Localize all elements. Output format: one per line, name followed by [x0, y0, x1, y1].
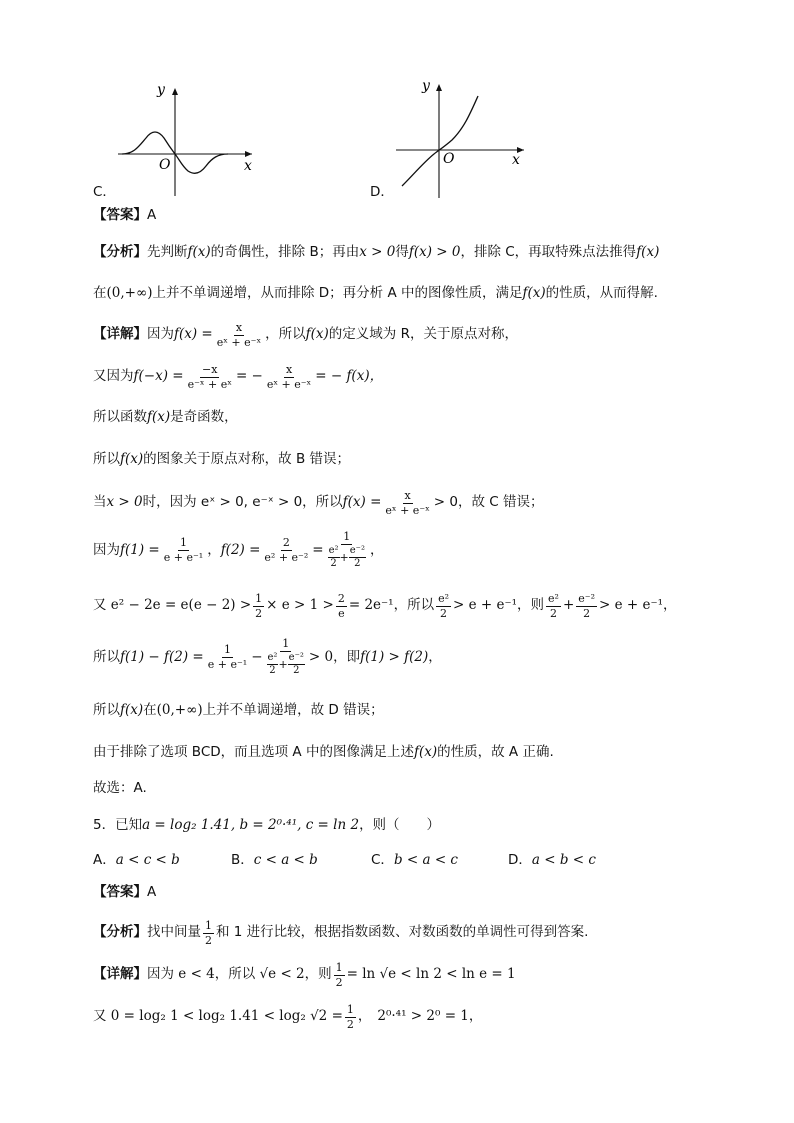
math: = − f(x)，	[315, 368, 384, 385]
text: 找中间量	[147, 924, 201, 941]
option-label: D．	[508, 852, 532, 868]
graph-d	[394, 74, 534, 202]
text: 又因为	[93, 368, 134, 385]
fraction	[262, 537, 310, 563]
q5-option-d[interactable]	[508, 854, 596, 868]
text: 和 1 进行比较，根据指数函数、对数函数的单调性可得到答案.	[216, 924, 589, 941]
text: 的性质，故 A 正确.	[437, 744, 554, 760]
denominator: e⁻ˣ + eˣ	[187, 377, 232, 391]
denominator: 2	[255, 606, 263, 620]
math: f(x)	[413, 744, 438, 760]
math: a = log₂ 1.41, b = 2⁰·⁴¹, c = ln 2	[142, 817, 360, 833]
text: 的性质，从而得解.	[545, 285, 658, 301]
math: f(1) =	[120, 541, 160, 558]
denominator	[265, 652, 307, 677]
q5-detail-line-2	[93, 1004, 482, 1030]
option-text: a < b < c	[531, 852, 596, 868]
math: f(x) > 0	[408, 244, 461, 260]
graph-d-svg	[394, 74, 534, 202]
q4-analysis-line-2	[93, 287, 658, 301]
q5-stem	[93, 819, 440, 833]
math: f(x) =	[342, 494, 382, 511]
text: ，	[428, 648, 442, 665]
y-axis-arrow	[436, 84, 442, 91]
q4-detail-line-6	[93, 531, 383, 570]
math: > e + e⁻¹，	[598, 597, 677, 614]
math: (0,+∞)	[106, 285, 153, 301]
denominator: eˣ + e⁻ˣ	[385, 503, 430, 517]
numerator: e⁻²	[349, 546, 366, 559]
q4-detail-line-4	[93, 453, 350, 467]
math: (0,+∞)	[156, 702, 203, 718]
fraction	[203, 920, 214, 946]
denominator: e	[338, 606, 345, 620]
fraction	[576, 593, 597, 619]
text: ，	[369, 541, 384, 558]
text: 所以函数	[93, 409, 147, 425]
option-text: b < a < c	[393, 852, 458, 868]
math: f(1) > f(2)	[360, 648, 429, 665]
text: 的奇偶性，排除 B；再由	[210, 244, 360, 260]
math: f(x)	[636, 244, 660, 260]
q4-analysis-line-1	[93, 246, 659, 260]
math: 因为 e < 4，所以 √e < 2，则	[147, 966, 332, 983]
q5-option-b[interactable]	[231, 854, 318, 868]
option-text: a < c < b	[115, 852, 180, 868]
text: 时，因为 eˣ > 0, e⁻ˣ > 0，所以	[142, 494, 343, 511]
text: 所以	[93, 648, 120, 665]
y-axis-label: y	[422, 78, 430, 94]
fraction	[162, 537, 205, 563]
function-curve	[402, 96, 478, 186]
math: x > 0	[106, 494, 143, 511]
denominator: 2	[440, 606, 448, 620]
fraction	[265, 364, 313, 390]
q4-detail-line-2	[93, 364, 383, 390]
option-text: c < a < b	[253, 852, 318, 868]
math: f(1) − f(2) =	[120, 648, 204, 665]
numerator: x	[235, 321, 243, 334]
text: 因为	[93, 541, 120, 558]
denominator: e + e⁻¹	[207, 657, 248, 671]
fraction	[336, 593, 347, 619]
fraction	[186, 364, 234, 390]
numerator: e²	[328, 546, 340, 559]
math: > 0	[308, 648, 334, 665]
math: f(−x) =	[133, 368, 184, 385]
denominator: 2	[346, 1017, 354, 1031]
fraction	[345, 1004, 356, 1030]
numerator: x	[404, 489, 411, 502]
math: f(x)	[305, 326, 329, 343]
answer-tag: 【答案】	[93, 207, 147, 223]
numerator: 1	[335, 961, 343, 974]
fraction	[349, 546, 366, 570]
numerator: e²	[438, 592, 449, 605]
answer-value: A	[147, 884, 157, 900]
text: 当	[93, 494, 107, 511]
text: 的定义域为 R，关于原点对称，	[328, 326, 518, 343]
q5-analysis-line	[93, 920, 588, 946]
text: ，	[207, 541, 221, 558]
q5-option-a[interactable]	[93, 854, 180, 868]
origin-label: O	[159, 157, 171, 173]
q4-detail-line-7	[93, 593, 677, 619]
denominator: 2	[205, 933, 212, 947]
numerator: x	[285, 363, 293, 376]
text: ，所以	[265, 326, 306, 343]
text: 先判断	[147, 244, 188, 260]
numerator: 1	[346, 1003, 354, 1016]
denominator: 2	[335, 975, 343, 989]
text: ，排除 C，再取特殊点法推得	[460, 244, 637, 260]
text: ，	[357, 1008, 372, 1025]
analysis-tag: 【分析】	[93, 924, 147, 941]
option-label: B．	[231, 852, 254, 868]
text: ，即	[333, 648, 361, 665]
denominator: e² + e⁻²	[264, 550, 309, 564]
math: = −	[235, 368, 263, 385]
denominator: eˣ + e⁻ˣ	[266, 377, 312, 391]
denominator: 2	[583, 606, 591, 620]
math: =	[312, 541, 324, 558]
math: 又 0 = log₂ 1 < log₂ 1.41 < log₂ √2 =	[93, 1008, 343, 1025]
math: f(x)	[147, 409, 171, 425]
compound-fraction	[265, 638, 307, 677]
option-c-label: C．	[93, 184, 116, 200]
numerator: e⁻²	[288, 653, 305, 666]
option-label: A．	[93, 852, 116, 868]
denominator: 2	[269, 665, 276, 677]
fraction	[436, 593, 451, 619]
minus: −	[251, 648, 263, 665]
q4-detail-line-3	[93, 411, 238, 425]
detail-tag: 【详解】	[93, 966, 147, 983]
text: 得	[395, 244, 409, 260]
option-d-label: D．	[370, 184, 394, 200]
numerator: e²	[548, 592, 559, 605]
numerator: 2	[337, 592, 345, 605]
math: f(x) =	[174, 326, 213, 343]
q4-choose: 故选：A.	[93, 780, 147, 796]
text: > 0，故 C 错误；	[433, 494, 544, 511]
math: > e + e⁻¹，则	[453, 597, 545, 614]
plus: +	[278, 657, 288, 671]
denominator	[326, 545, 368, 570]
q5-option-c[interactable]	[371, 854, 458, 868]
text: 所以	[93, 702, 120, 718]
numerator: 1	[205, 919, 212, 932]
q4-detail-line-1	[93, 322, 518, 348]
numerator: 1	[282, 637, 290, 650]
fraction	[206, 644, 249, 670]
denominator: 2	[549, 606, 557, 620]
analysis-tag: 【分析】	[93, 244, 147, 260]
x-axis-arrow	[245, 151, 252, 157]
text: 上并不单调递增，从而排除 D；再分析 A 中的图像性质，满足	[152, 285, 523, 301]
denominator: eˣ + e⁻ˣ	[216, 335, 262, 349]
fraction	[267, 653, 279, 677]
q4-detail-line-8	[93, 638, 442, 677]
math: = 2e⁻¹，所以	[348, 597, 435, 614]
math: × e > 1 >	[266, 597, 334, 614]
math: f(x)	[187, 244, 211, 260]
text: 的图象关于原点对称，故 B 错误；	[143, 451, 350, 467]
fraction	[215, 322, 263, 348]
origin-label: O	[443, 151, 455, 167]
math: = ln √e < ln 2 < ln e = 1	[346, 966, 516, 983]
numerator: 1	[255, 592, 263, 605]
text: 是奇函数，	[170, 409, 238, 425]
text: 在	[143, 702, 157, 718]
math: 2⁰·⁴¹ > 2⁰ = 1，	[377, 1008, 483, 1025]
q4-answer-line	[93, 209, 156, 223]
denominator: 2	[330, 558, 337, 570]
denominator: 2	[354, 558, 361, 570]
q5-answer-line	[93, 886, 156, 900]
numerator: 1	[223, 643, 231, 657]
fraction	[546, 593, 561, 619]
answer-value: A	[147, 207, 157, 223]
y-axis-arrow	[172, 88, 178, 95]
numerator: 1	[343, 530, 351, 543]
denominator: 2	[293, 665, 300, 677]
math: f(x)	[120, 702, 144, 718]
question-number: 5．已知	[93, 817, 143, 833]
graph-c	[94, 84, 264, 202]
math: f(x)	[522, 285, 546, 301]
numerator: 1	[179, 536, 187, 550]
answer-tag: 【答案】	[93, 884, 147, 900]
fraction	[334, 962, 345, 988]
fraction	[328, 546, 340, 570]
q4-detail-line-9	[93, 704, 384, 718]
plus: +	[339, 550, 349, 564]
text: 因为	[147, 326, 174, 343]
text: 在	[93, 285, 107, 301]
detail-tag: 【详解】	[93, 326, 147, 343]
fraction	[253, 593, 264, 619]
numerator: −x	[202, 363, 218, 376]
plus: +	[562, 597, 575, 614]
numerator: e⁻²	[578, 592, 595, 605]
graph-c-svg	[94, 84, 264, 202]
x-axis-label: x	[512, 152, 520, 168]
option-label: C．	[371, 852, 394, 868]
text: ，则（ ）	[359, 817, 441, 833]
text: 由于排除了选项 BCD，而且选项 A 中的图像满足上述	[93, 744, 414, 760]
q4-detail-line-5	[93, 490, 544, 516]
text: 上并不单调递增，故 D 错误；	[202, 702, 384, 718]
denominator: e + e⁻¹	[163, 550, 204, 564]
q4-detail-line-10	[93, 746, 554, 760]
math: x > 0	[359, 244, 396, 260]
math: 又 e² − 2e = e(e − 2) >	[93, 597, 252, 614]
x-axis-label: x	[244, 158, 252, 174]
q5-detail-line-1	[93, 962, 516, 988]
numerator: 2	[282, 536, 290, 550]
math: f(x)	[120, 451, 144, 467]
text: 所以	[93, 451, 120, 467]
numerator: e²	[267, 653, 279, 666]
compound-fraction	[326, 531, 368, 570]
fraction	[288, 653, 305, 677]
y-axis-label: y	[157, 84, 165, 98]
fraction	[383, 490, 431, 516]
math: f(2) =	[220, 541, 261, 558]
